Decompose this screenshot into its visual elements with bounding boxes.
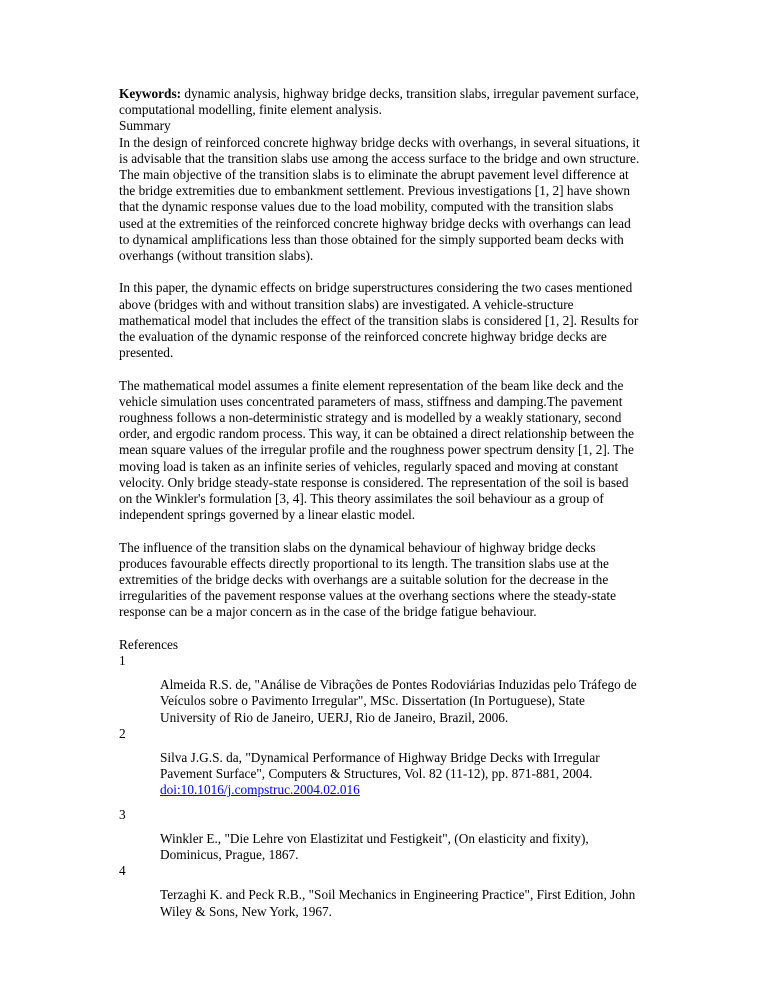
reference-entry-3: Winkler E., "Die Lehre von Elastizitat und Festigkeit", (On elasticity and fixity), Dominicus, Prague, 1867.: [160, 830, 589, 863]
keywords-line: [119, 86, 641, 118]
paragraph-2: In this paper, the dynamic effects on bridge superstructures considering the two cases mentioned above (bridges with and without transition slabs) are investigated. A vehicle-structure mathematical model that includes the effect of the transition slabs is considered [1, 2]. Results for the evaluation of the dynamic response of the reinforced concrete highway bridge decks are presented.: [119, 280, 639, 361]
references-heading: References: [119, 636, 179, 652]
document-body: [119, 86, 641, 920]
reference-entry-1: Almeida R.S. de, "Análise de Vibrações de Pontes Rodoviárias Induzidas pelo Tráfego de Veículos sobre o Pavimento Irregular", MSc. Dissertation (In Portuguese), State University of Rio de Janeiro, UERJ, Rio de Janeiro, Brazil, 2006.: [160, 677, 637, 725]
doi-link[interactable]: doi:10.1016/j.compstruc.2004.02.016: [160, 782, 360, 798]
paragraph-1: In the design of reinforced concrete highway bridge decks with overhangs, in several situations, it is advisable that the transition slabs use among the access surface to the bridge and own structure. The main objective of the transition slabs is to eliminate the abrupt pavement level difference at the bridge extremities due to embankment settlement. Previous investigations [1, 2] have shown that the dynamic response values due to the load mobility, computed with the transition slabs used at the extremities of the reinforced concrete highway bridge decks with overhangs can lead to dynamical amplifications less than those obtained for the simply supported beam decks with overhangs (without transition slabs).: [119, 134, 640, 264]
reference-number-3: 3: [119, 806, 126, 822]
keywords-label: Keywords:: [119, 86, 182, 101]
summary-heading: Summary: [119, 118, 171, 134]
reference-number-2: 2: [119, 725, 126, 741]
paragraph-4: The influence of the transition slabs on the dynamical behaviour of highway bridge decks produces favourable effects directly proportional to its length. The transition slabs use at the extremities of the bridge decks with overhangs are a suitable solution for the decrease in the irregularities of the pavement response values at the overhang sections where the steady-state response can be a major concern as in the case of the bridge fatigue behaviour.: [119, 539, 616, 620]
references-section: [119, 637, 641, 920]
reference-entry-4: Terzaghi K. and Peck R.B., "Soil Mechanics in Engineering Practice", First Edition, John Wiley & Sons, New York, 1967.: [160, 887, 636, 919]
paragraph-3: The mathematical model assumes a finite element representation of the beam like deck and the vehicle simulation uses concentrated parameters of mass, stiffness and damping.The pavement roughness follows a non-deterministic strategy and is modelled by a weakly stationary, second order, and ergodic random process. This way, it can be obtained a direct relationship between the mean square values of the irregular profile and the roughness power spectrum density [1, 2]. The moving load is taken as an infinite series of vehicles, regularly spaced and moving at constant velocity. Only bridge steady-state response is considered. The representation of the soil is based on the Winkler's formulation [3, 4]. This theory assimilates the soil behaviour as a group of independent springs governed by a linear elastic model.: [119, 377, 635, 523]
reference-number-4: 4: [119, 863, 126, 879]
keywords-text: dynamic analysis, highway bridge decks, transition slabs, irregular pavement surface, computational modelling, finite element analysis.: [119, 86, 639, 118]
reference-entry-2: [119, 742, 641, 799]
reference-text-2: Silva J.G.S. da, "Dynamical Performance of Highway Bridge Decks with Irregular Pavement Surface", Computers & Structures, Vol. 82 (11-12), pp. 871-881, 2004.: [160, 750, 600, 782]
reference-number-1: 1: [119, 653, 126, 669]
